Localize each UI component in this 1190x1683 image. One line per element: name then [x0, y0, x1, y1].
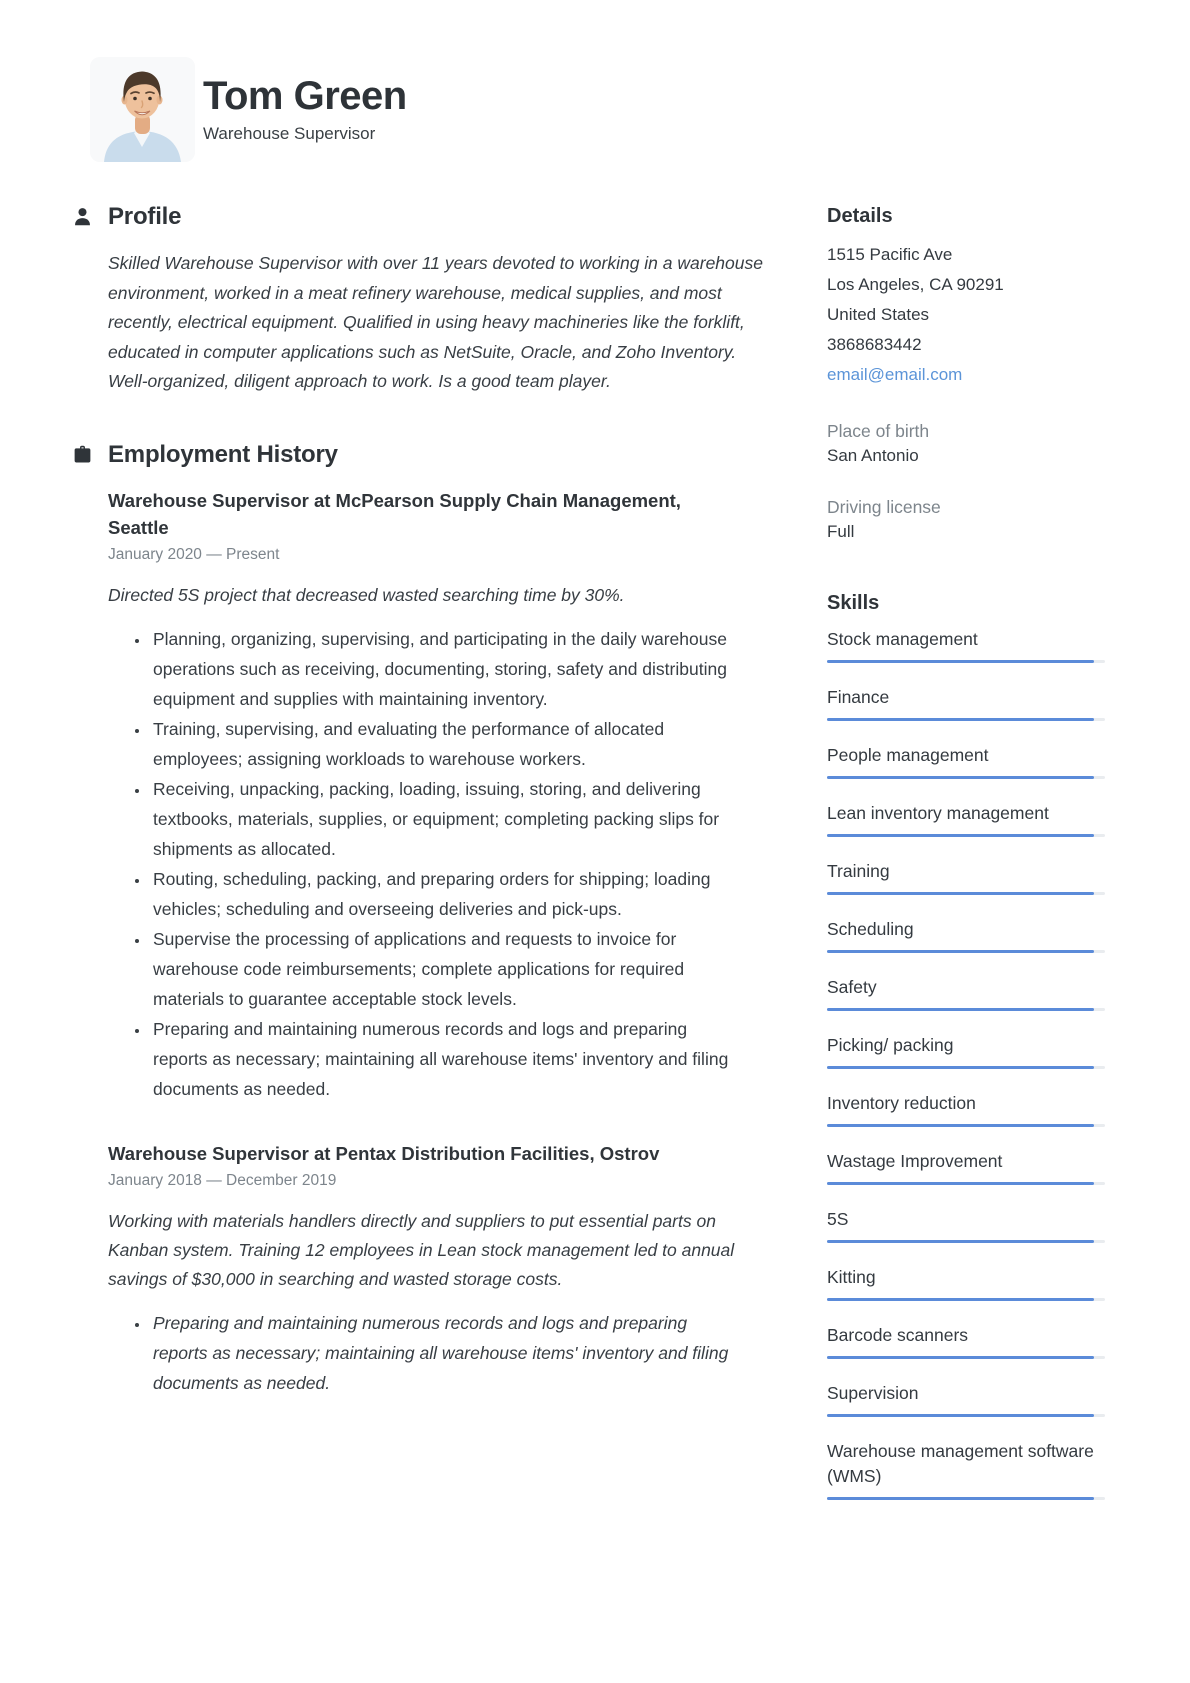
resume-header [0, 0, 1190, 162]
skill-level-bar [827, 1240, 1105, 1243]
candidate-name: Tom Green [203, 74, 407, 118]
skill-label: Training [827, 861, 890, 881]
job-bullet: • Training, supervising, and evaluating the performance of allocated employees; assigning workloads to warehouse workers. [150, 714, 730, 774]
skill-level-bar [827, 1356, 1105, 1359]
skill-item [827, 1381, 1105, 1417]
skill-item [827, 1265, 1105, 1301]
address-line: 3868683442 [827, 335, 922, 354]
skill-label: Barcode scanners [827, 1325, 969, 1345]
candidate-title: Warehouse Supervisor [203, 124, 376, 143]
profile-section [60, 203, 775, 397]
skill-item [827, 975, 1105, 1011]
skill-level-bar [827, 834, 1105, 837]
skill-item [827, 1439, 1105, 1500]
address-line: Los Angeles, CA 90291 [827, 275, 1004, 294]
job-title: Warehouse Supervisor at Pentax Distribution Facilities, Ostrov [108, 1142, 660, 1164]
skill-item [827, 1149, 1105, 1185]
job-summary: Working with materials handlers directly and suppliers to put essential parts on Kanban system. Training 12 employees in Lean stock management led to annual savings of $30,000 in searching and wasted storage costs. [108, 1210, 735, 1289]
job-summary: Directed 5S project that decreased wasted searching time by 30%. [108, 584, 625, 605]
skill-item [827, 743, 1105, 779]
place-of-birth-value: San Antonio [827, 446, 919, 465]
profile-photo [90, 57, 195, 162]
person-icon [72, 206, 93, 227]
job-entry-2 [108, 1140, 775, 1398]
skill-level-bar [827, 892, 1105, 895]
skill-level-bar [827, 718, 1105, 721]
skill-level-bar [827, 1182, 1105, 1185]
driving-license-value: Full [827, 522, 855, 541]
place-of-birth-label: Place of birth [827, 421, 930, 441]
skill-item [827, 685, 1105, 721]
skill-label: Kitting [827, 1267, 876, 1287]
job-bullet-list [108, 624, 733, 1104]
address-block [827, 240, 1105, 360]
email-link[interactable]: email@email.com [827, 365, 963, 384]
job-bullet: • Preparing and maintaining numerous records and logs and preparing reports as necessary; maintaining all warehouse items' inventory and filing documents as needed. [150, 1014, 730, 1104]
sidebar [827, 203, 1105, 1522]
skill-item [827, 917, 1105, 953]
job-bullet: • Supervise the processing of applications and requests to invoice for warehouse code reimbursements; complete applications for required materials to guarantee acceptable stock levels. [150, 924, 730, 1014]
profile-heading: Profile [108, 203, 182, 230]
portrait-illustration [90, 57, 195, 162]
profile-summary: Skilled Warehouse Supervisor with over 11 years devoted to working in a warehouse environment, worked in a meat refinery warehouse, medical supplies, and most recently, electrical equipment. Qualified in using heavy machineries like the forklift, educated in computer applications such as NetSuite, Oracle, and Zoho Inventory. Well-organized, diligent approach to work. Is a good team player. [108, 253, 763, 391]
main-column [60, 203, 775, 1522]
job-entry-1 [108, 487, 775, 1104]
skill-level-bar [827, 776, 1105, 779]
skills-list [827, 627, 1105, 1500]
briefcase-icon [72, 444, 93, 465]
skill-level-bar [827, 1124, 1105, 1127]
job-dates: January 2018 — December 2019 [108, 1171, 337, 1189]
skill-label: 5S [827, 1209, 849, 1229]
skill-label: Scheduling [827, 919, 914, 939]
job-bullet: • Planning, organizing, supervising, and participating in the daily warehouse operations such as receiving, documenting, storing, safety and distributing equipment and supplies with maintaining inventory. [150, 624, 730, 714]
driving-license-label: Driving license [827, 497, 941, 517]
skill-label: Warehouse management software (WMS) [827, 1441, 1094, 1486]
skill-label: Supervision [827, 1383, 919, 1403]
skill-item [827, 1033, 1105, 1069]
skill-level-bar [827, 1298, 1105, 1301]
skill-label: Inventory reduction [827, 1093, 976, 1113]
address-line: United States [827, 305, 930, 324]
skill-label: People management [827, 745, 989, 765]
skill-level-bar [827, 1414, 1105, 1417]
skill-label: Lean inventory management [827, 803, 1049, 823]
skill-label: Finance [827, 687, 890, 707]
job-bullet: • Receiving, unpacking, packing, loading, issuing, storing, and delivering textbooks, materials, supplies, or equipment; completing packing slips for shipments as allocated. [150, 774, 730, 864]
job-bullet: • Routing, scheduling, packing, and preparing orders for shipping; loading vehicles; scheduling and overseeing deliveries and pick-ups. [150, 864, 730, 924]
address-line: 1515 Pacific Ave [827, 245, 953, 264]
job-title: Warehouse Supervisor at McPearson Supply Chain Management, Seattle [108, 489, 681, 538]
details-heading: Details [827, 205, 893, 227]
skill-level-bar [827, 950, 1105, 953]
skill-label: Safety [827, 977, 877, 997]
skill-label: Picking/ packing [827, 1035, 954, 1055]
skill-label: Stock management [827, 629, 978, 649]
skills-heading: Skills [827, 592, 880, 614]
skill-item [827, 627, 1105, 663]
skill-label: Wastage Improvement [827, 1151, 1003, 1171]
job-bullet-list [108, 1308, 733, 1398]
skill-item [827, 1323, 1105, 1359]
job-bullet: • Preparing and maintaining numerous records and logs and preparing reports as necessary; maintaining all warehouse items' inventory and filing documents as needed. [150, 1308, 730, 1398]
skill-item [827, 1091, 1105, 1127]
skills-section [827, 592, 1105, 1500]
skill-level-bar [827, 660, 1105, 663]
employment-heading: Employment History [108, 440, 338, 468]
employment-section [60, 441, 775, 1398]
skill-level-bar [827, 1497, 1105, 1500]
skill-item [827, 801, 1105, 837]
name-block [203, 75, 407, 144]
skill-item [827, 1207, 1105, 1243]
skill-level-bar [827, 1066, 1105, 1069]
skill-item [827, 859, 1105, 895]
skill-level-bar [827, 1008, 1105, 1011]
job-dates: January 2020 — Present [108, 545, 280, 563]
